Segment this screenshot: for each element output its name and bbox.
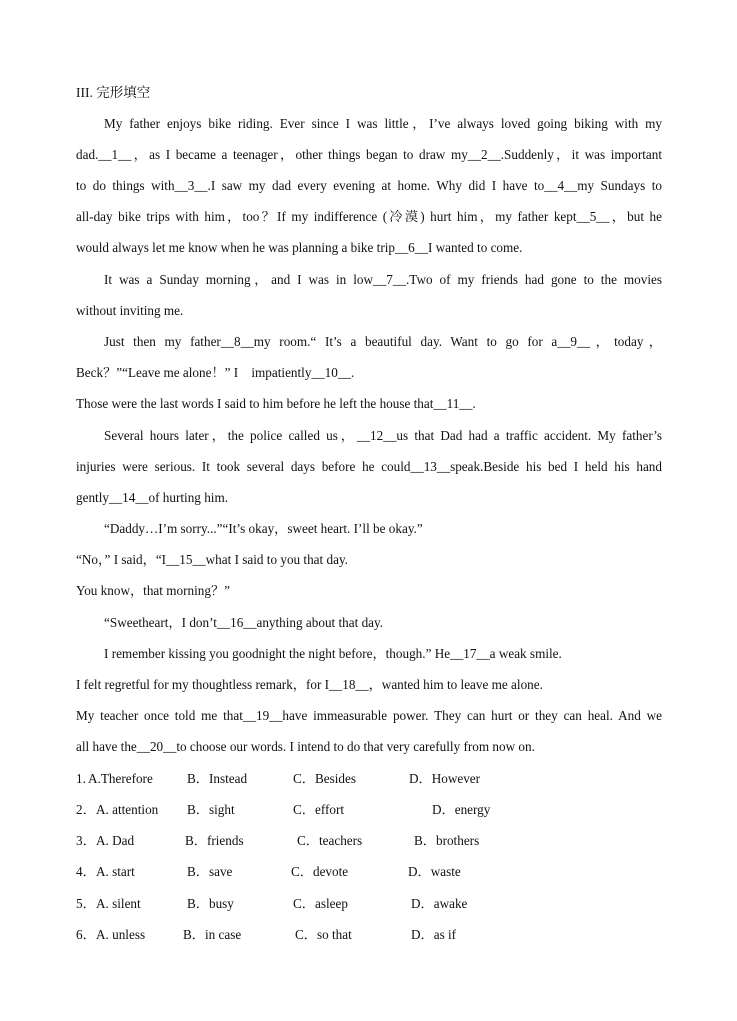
passage-line-13: gently__14__of hurting him. bbox=[76, 490, 229, 505]
passage-line-17: “Sweetheart，I don’t__16__anything about that day. bbox=[104, 615, 384, 630]
option-a: A. start bbox=[96, 864, 135, 879]
option-a: A. unless bbox=[96, 927, 146, 942]
passage-line-3: to do things with__3__.I saw my dad every evening at home. Why did I have to__4__my Sundays to bbox=[76, 178, 662, 193]
passage-line-14: “Daddy…I’m sorry...”“It’s okay，sweet heart. I’ll be okay.” bbox=[104, 521, 423, 536]
passage-line-7: without inviting me. bbox=[76, 303, 184, 318]
question-number: 5． bbox=[76, 896, 96, 911]
option-c: C．so that bbox=[295, 927, 352, 942]
option-b: B．busy bbox=[187, 896, 234, 911]
option-d: D．energy bbox=[432, 802, 491, 817]
passage-line-18: I remember kissing you goodnight the night before，though.” He__17__a weak smile. bbox=[104, 646, 562, 661]
option-b: B．in case bbox=[183, 927, 242, 942]
option-d: B．brothers bbox=[414, 833, 480, 848]
passage-line-2: dad.__1__，as I became a teenager，other things began to draw my__2__.Suddenly，it was important bbox=[76, 147, 662, 162]
passage-line-9: Beck？”“Leave me alone！” I impatiently__10__. bbox=[76, 365, 355, 380]
option-d: D．However bbox=[409, 771, 481, 786]
option-d: D．awake bbox=[411, 896, 468, 911]
option-d: D．as if bbox=[411, 927, 457, 942]
passage-line-4: all-day bike trips with him，too？If my indifference (冷漠) hurt him，my father kept__5__，but he bbox=[76, 209, 662, 224]
option-b: B．friends bbox=[185, 833, 244, 848]
passage-line-16: You know，that morning？” bbox=[76, 583, 230, 598]
question-number: 1. bbox=[76, 771, 86, 786]
option-c: C．asleep bbox=[293, 896, 348, 911]
option-a: A. Dad bbox=[96, 833, 135, 848]
passage-line-11: Several hours later，the police called us，__12__us that Dad had a traffic accident. My father’s bbox=[104, 428, 662, 443]
option-a: A. attention bbox=[96, 802, 159, 817]
section-title: III. 完形填空 bbox=[76, 85, 151, 100]
question-number: 2． bbox=[76, 802, 96, 817]
option-c: C．devote bbox=[291, 864, 349, 879]
passage-line-12: injuries were serious. It took several days before he could__13__speak.Beside his bed I held his hand bbox=[76, 459, 662, 474]
passage-line-5: would always let me know when he was planning a bike trip__6__I wanted to come. bbox=[76, 240, 523, 255]
question-number: 4． bbox=[76, 864, 96, 879]
passage-line-1: My father enjoys bike riding. Ever since I was little，I’ve always loved going biking with my bbox=[104, 116, 662, 131]
passage-line-6: It was a Sunday morning，and I was in low__7__.Two of my friends had gone to the movies bbox=[104, 272, 662, 287]
option-b: B．Instead bbox=[187, 771, 248, 786]
option-a: A. silent bbox=[96, 896, 141, 911]
option-b: B．sight bbox=[187, 802, 235, 817]
passage-line-10: Those were the last words I said to him before he left the house that__11__. bbox=[76, 396, 476, 411]
option-d: D．waste bbox=[408, 864, 461, 879]
question-number: 6． bbox=[76, 927, 96, 942]
option-b: B．save bbox=[187, 864, 233, 879]
passage-line-21: all have the__20__to choose our words. I intend to do that very carefully from now on. bbox=[76, 739, 535, 754]
passage-line-15: “No，” I said，“I__15__what I said to you that day. bbox=[76, 552, 348, 567]
passage-line-8: Just then my father__8__my room.“ It’s a beautiful day. Want to go for a__9__，today， bbox=[104, 334, 662, 349]
option-c: C．Besides bbox=[293, 771, 357, 786]
option-a: A.Therefore bbox=[88, 771, 153, 786]
question-number: 3． bbox=[76, 833, 96, 848]
option-c: C．effort bbox=[293, 802, 345, 817]
option-c: C．teachers bbox=[297, 833, 363, 848]
passage-line-20: My teacher once told me that__19__have immeasurable power. They can hurt or they can heal. And we bbox=[76, 708, 662, 723]
passage-line-19: I felt regretful for my thoughtless remark，for I__18__，wanted him to leave me alone. bbox=[76, 677, 543, 692]
